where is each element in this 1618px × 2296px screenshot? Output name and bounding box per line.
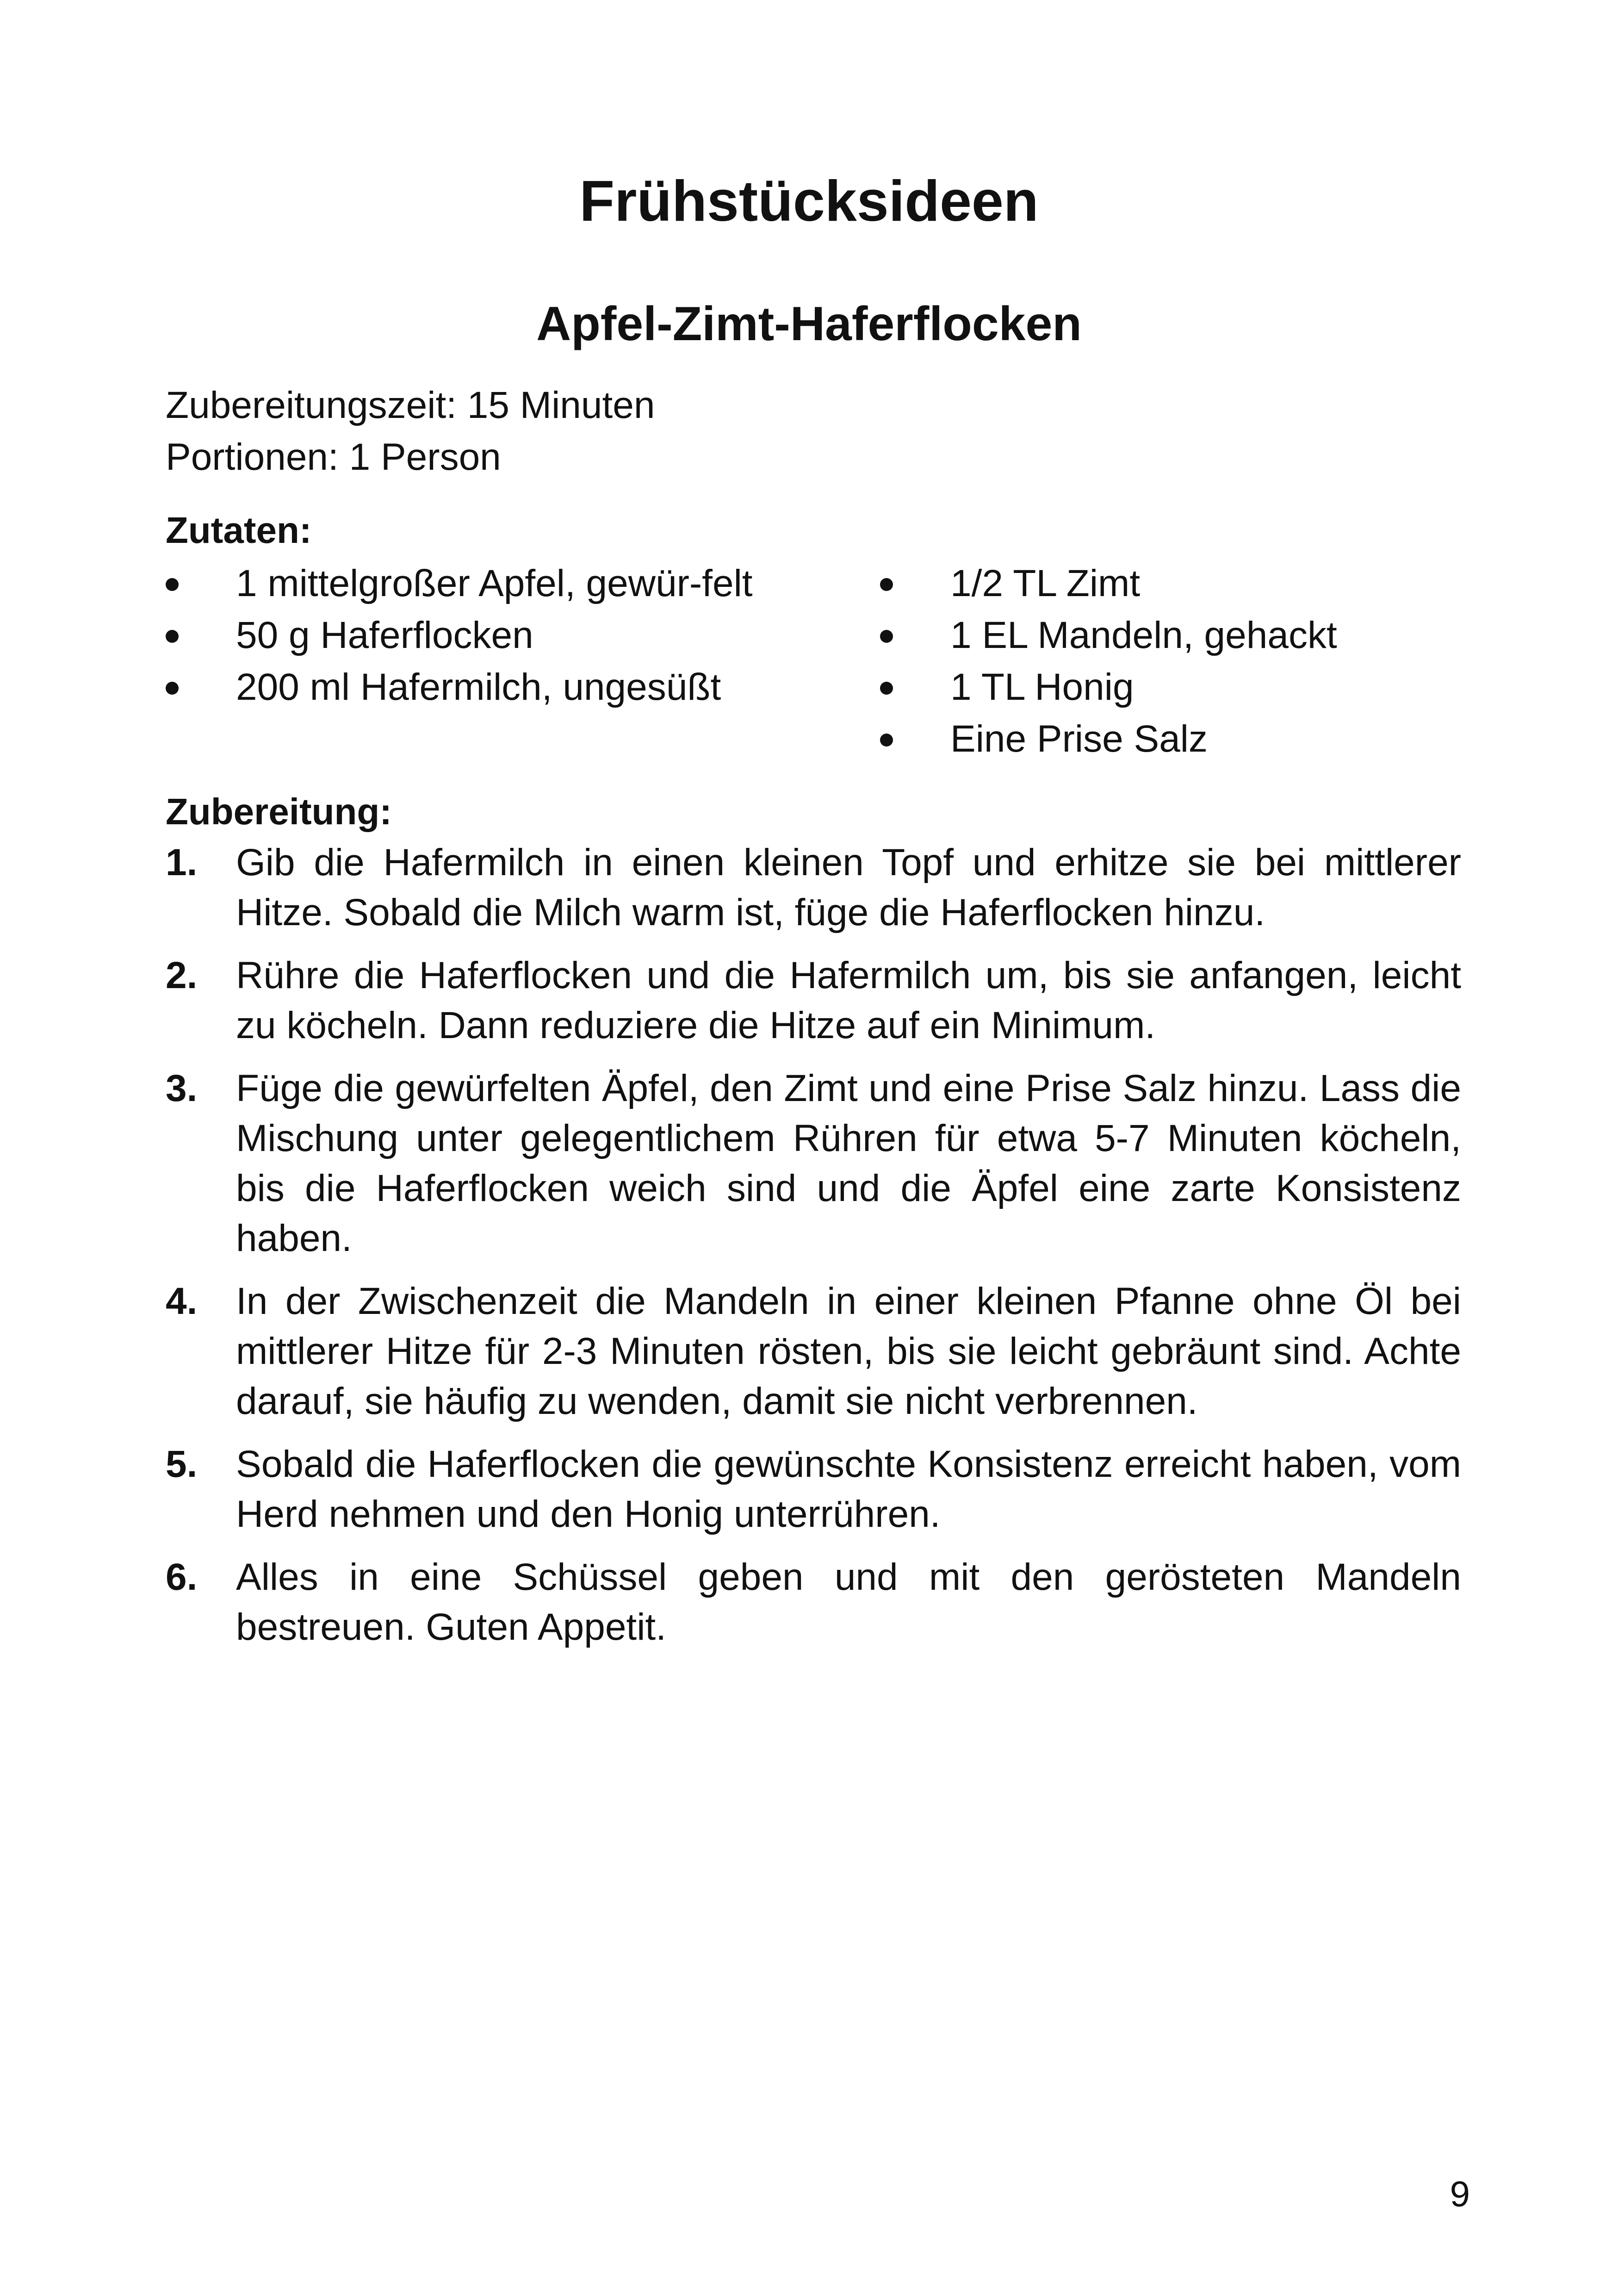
ingredients-list-right <box>880 558 1482 765</box>
bullet-icon <box>880 630 893 643</box>
ingredient-item <box>166 558 753 610</box>
ingredient-item <box>880 713 1482 765</box>
ingredient-text: 50 g Haferflocken <box>236 614 533 656</box>
ingredient-item <box>880 661 1482 713</box>
step-number: 1. <box>166 841 198 884</box>
ingredient-text: 1 TL Honig <box>950 666 1134 708</box>
step-number: 2. <box>166 954 198 996</box>
prep-time: Zubereitungszeit: 15 Minuten <box>166 384 655 426</box>
ingredients-list-left <box>166 558 753 713</box>
step-text: In der Zwischenzeit die Mandeln in einer kleinen Pfanne ohne Öl bei mittlerer Hitze für 2-3 Minuten rösten, bis sie leicht gebräunt sind. Achte darauf, sie häufig zu wenden, damit sie nicht verbrennen. <box>236 1280 1461 1422</box>
step-item <box>166 1552 1461 1652</box>
step-number: 5. <box>166 1443 198 1485</box>
bullet-icon <box>880 682 893 695</box>
step-item <box>166 838 1461 938</box>
steps-list <box>166 838 1461 1665</box>
page-number: 9 <box>1450 2173 1470 2214</box>
step-text: Rühre die Haferflocken und die Hafermilch um, bis sie anfangen, leicht zu köcheln. Dann reduziere die Hitze auf ein Minimum. <box>236 954 1461 1046</box>
step-item <box>166 951 1461 1051</box>
step-number: 4. <box>166 1280 198 1322</box>
ingredient-item <box>166 610 753 661</box>
ingredient-text: 1 EL Mandeln, gehackt <box>950 614 1337 656</box>
ingredient-item <box>880 610 1482 661</box>
ingredient-item <box>166 661 753 713</box>
recipe-title: Apfel-Zimt-Haferflocken <box>536 297 1082 351</box>
step-text: Füge die gewürfelten Äpfel, den Zimt und eine Prise Salz hinzu. Lass die Mischung unter gelegentlichem Rühren für etwa 5-7 Minuten köcheln, bis die Haferflocken weich sind und die Äpfel eine zarte Konsistenz haben. <box>236 1067 1461 1259</box>
steps-heading: Zubereitung: <box>166 791 392 832</box>
step-text: Sobald die Haferflocken die gewünschte Konsistenz erreicht haben, vom Herd nehmen und den Honig unterrühren. <box>236 1443 1461 1535</box>
bullet-icon <box>166 682 179 695</box>
ingredients-heading: Zutaten: <box>166 510 312 551</box>
ingredient-text: 1/2 TL Zimt <box>950 562 1141 604</box>
step-text: Gib die Hafermilch in einen kleinen Topf und erhitze sie bei mittlerer Hitze. Sobald die Milch warm ist, füge die Haferflocken hinzu. <box>236 841 1461 933</box>
step-item <box>166 1439 1461 1539</box>
ingredient-text: 200 ml Hafermilch, ungesüßt <box>236 666 721 708</box>
bullet-icon <box>166 578 179 591</box>
step-text: Alles in eine Schüssel geben und mit den gerösteten Mandeln bestreuen. Guten Appetit. <box>236 1556 1461 1648</box>
bullet-icon <box>166 630 179 643</box>
step-number: 3. <box>166 1067 198 1109</box>
servings: Portionen: 1 Person <box>166 436 501 478</box>
step-number: 6. <box>166 1556 198 1598</box>
bullet-icon <box>880 734 893 747</box>
step-item <box>166 1276 1461 1426</box>
ingredient-text: Eine Prise Salz <box>950 718 1208 760</box>
chapter-title: Frühstücksideen <box>579 169 1039 233</box>
step-item <box>166 1064 1461 1263</box>
ingredient-text: 1 mittelgroßer Apfel, gewür-felt <box>236 562 753 604</box>
bullet-icon <box>880 578 893 591</box>
recipe-meta <box>166 380 655 483</box>
ingredient-item <box>880 558 1482 610</box>
